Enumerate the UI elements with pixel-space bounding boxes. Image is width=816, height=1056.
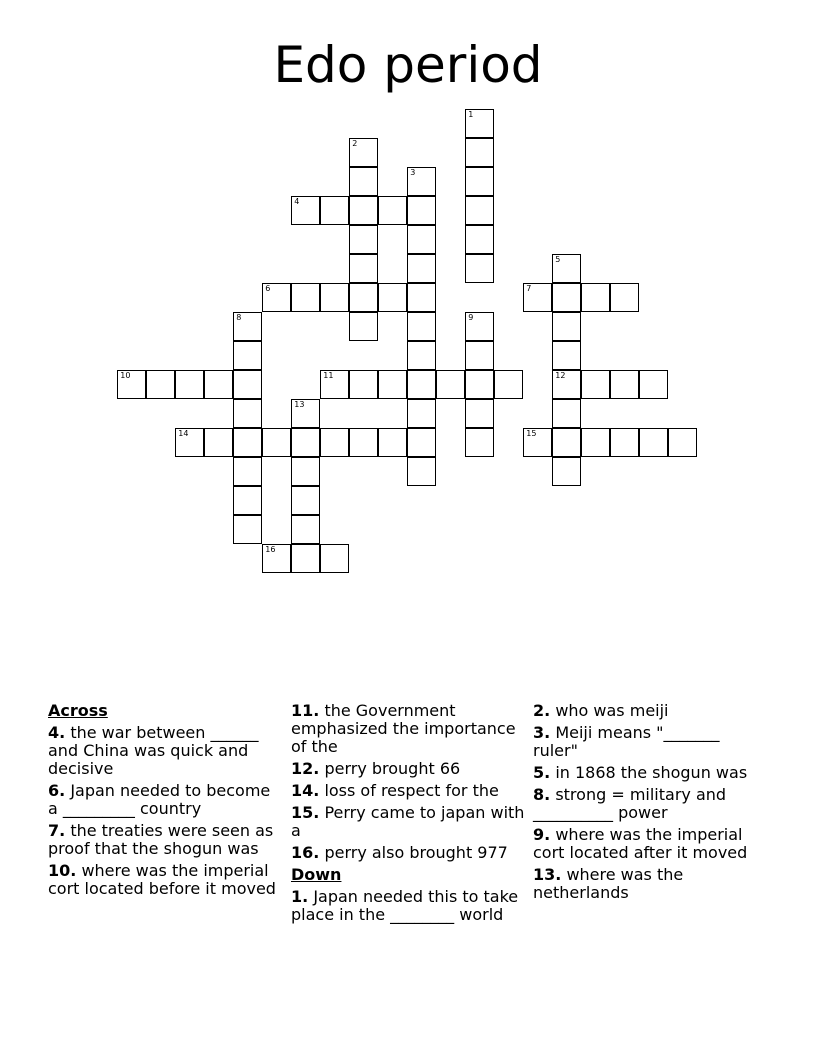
clue-across-16 [291, 844, 527, 862]
clue-number: 9. [533, 825, 551, 844]
clue-number: 12. [291, 759, 320, 778]
crossword-cell[interactable] [233, 370, 262, 399]
clue-number: 6. [48, 781, 66, 800]
crossword-cell[interactable] [407, 312, 436, 341]
clue-number: 7. [48, 821, 66, 840]
cell-number: 12 [555, 371, 566, 381]
crossword-cell[interactable] [552, 341, 581, 370]
crossword-cell[interactable] [233, 428, 262, 457]
crossword-cell[interactable] [349, 138, 378, 167]
crossword-cell[interactable] [320, 283, 349, 312]
crossword-cell[interactable] [465, 370, 494, 399]
crossword-cell[interactable] [262, 428, 291, 457]
crossword-cell[interactable] [291, 399, 320, 428]
crossword-cell[interactable] [610, 283, 639, 312]
crossword-cell[interactable] [465, 138, 494, 167]
crossword-cell[interactable] [204, 428, 233, 457]
crossword-cell[interactable] [349, 428, 378, 457]
clues-column-3 [533, 702, 769, 906]
crossword-cell[interactable] [581, 370, 610, 399]
clue-text: where was the netherlands [533, 865, 684, 902]
cell-number: 15 [526, 429, 537, 439]
crossword-cell[interactable] [320, 370, 349, 399]
clue-number: 14. [291, 781, 320, 800]
clue-across-11 [291, 702, 527, 756]
clue-number: 8. [533, 785, 551, 804]
cell-number: 14 [178, 429, 189, 439]
crossword-cell[interactable] [233, 312, 262, 341]
crossword-cell[interactable] [523, 428, 552, 457]
crossword-cell[interactable] [204, 370, 233, 399]
crossword-cell[interactable] [349, 225, 378, 254]
crossword-cell[interactable] [552, 428, 581, 457]
clue-text: perry brought 66 [324, 759, 461, 778]
crossword-cell[interactable] [291, 283, 320, 312]
crossword-cell[interactable] [349, 370, 378, 399]
clue-text: the Government emphasized the importance of the [291, 701, 516, 756]
clue-down-5 [533, 764, 769, 782]
clue-across-10 [48, 862, 284, 898]
crossword-cell[interactable] [610, 370, 639, 399]
clues-column-1 [48, 702, 284, 902]
crossword-cell[interactable] [639, 428, 668, 457]
clue-number: 5. [533, 763, 551, 782]
crossword-cell[interactable] [465, 167, 494, 196]
clue-text: Japan needed to become a _________ country [48, 781, 271, 818]
clue-across-15 [291, 804, 527, 840]
clue-number: 3. [533, 723, 551, 742]
cell-number: 5 [555, 255, 561, 265]
clue-down-8 [533, 786, 769, 822]
crossword-cell[interactable] [465, 196, 494, 225]
crossword-cell[interactable] [407, 399, 436, 428]
crossword-cell[interactable] [407, 283, 436, 312]
crossword-cell[interactable] [349, 312, 378, 341]
crossword-cell[interactable] [175, 428, 204, 457]
cell-number: 6 [265, 284, 271, 294]
across-heading: Across [48, 701, 108, 720]
cell-number: 3 [410, 168, 416, 178]
clue-number: 11. [291, 701, 320, 720]
crossword-cell[interactable] [407, 225, 436, 254]
cell-number: 1 [468, 110, 474, 120]
clue-text: who was meiji [555, 701, 669, 720]
clue-across-14 [291, 782, 527, 800]
crossword-cell[interactable] [552, 399, 581, 428]
cell-number: 10 [120, 371, 131, 381]
clue-number: 2. [533, 701, 551, 720]
crossword-cell[interactable] [552, 283, 581, 312]
crossword-cell[interactable] [465, 225, 494, 254]
clue-text: Meiji means "_______ ruler" [533, 723, 720, 760]
clue-number: 4. [48, 723, 66, 742]
clue-number: 16. [291, 843, 320, 862]
clue-text: Japan needed this to take place in the ________ world [291, 887, 519, 924]
cell-number: 16 [265, 545, 276, 555]
cell-number: 7 [526, 284, 532, 294]
clue-down-3 [533, 724, 769, 760]
crossword-cell[interactable] [291, 196, 320, 225]
crossword-cell[interactable] [465, 109, 494, 138]
clue-text: Perry came to japan with a [291, 803, 525, 840]
cell-number: 9 [468, 313, 474, 323]
cell-number: 13 [294, 400, 305, 410]
crossword-cell[interactable] [465, 399, 494, 428]
crossword-cell[interactable] [436, 370, 465, 399]
clue-text: where was the imperial cort located before it moved [48, 861, 276, 898]
crossword-cell[interactable] [639, 370, 668, 399]
page-title: Edo period [273, 36, 543, 94]
clue-down-13 [533, 866, 769, 902]
crossword-cell[interactable] [494, 370, 523, 399]
clue-down-9 [533, 826, 769, 862]
crossword-cell[interactable] [552, 254, 581, 283]
cell-number: 8 [236, 313, 242, 323]
crossword-cell[interactable] [320, 196, 349, 225]
crossword-cell[interactable] [291, 428, 320, 457]
cell-number: 11 [323, 371, 334, 381]
crossword-cell[interactable] [233, 486, 262, 515]
clue-number: 13. [533, 865, 562, 884]
clues-column-2 [291, 702, 527, 928]
crossword-cell[interactable] [146, 370, 175, 399]
clue-text: perry also brought 977 [324, 843, 508, 862]
crossword-cell[interactable] [117, 370, 146, 399]
crossword-cell[interactable] [407, 457, 436, 486]
clue-number: 10. [48, 861, 77, 880]
crossword-cell[interactable] [233, 399, 262, 428]
clue-across-12 [291, 760, 527, 778]
crossword-cell[interactable] [378, 370, 407, 399]
crossword-cell[interactable] [465, 341, 494, 370]
clue-across-7 [48, 822, 284, 858]
crossword-cell[interactable] [262, 283, 291, 312]
crossword-cell[interactable] [262, 544, 291, 573]
clue-across-6 [48, 782, 284, 818]
crossword-cell[interactable] [291, 515, 320, 544]
clue-text: the war between ______ and China was quick and decisive [48, 723, 259, 778]
crossword-cell[interactable] [320, 428, 349, 457]
crossword-cell[interactable] [581, 283, 610, 312]
crossword-cell[interactable] [407, 370, 436, 399]
clue-number: 15. [291, 803, 320, 822]
crossword-cell[interactable] [610, 428, 639, 457]
crossword-cell[interactable] [320, 544, 349, 573]
clue-text: strong = military and __________ power [533, 785, 727, 822]
crossword-cell[interactable] [291, 544, 320, 573]
crossword-cell[interactable] [552, 457, 581, 486]
crossword-cell[interactable] [465, 312, 494, 341]
clue-text: loss of respect for the [324, 781, 499, 800]
crossword-cell[interactable] [233, 457, 262, 486]
crossword-cell[interactable] [291, 457, 320, 486]
crossword-cell[interactable] [407, 341, 436, 370]
crossword-cell[interactable] [581, 428, 610, 457]
crossword-cell[interactable] [378, 196, 407, 225]
crossword-cell[interactable] [233, 515, 262, 544]
crossword-cell[interactable] [349, 167, 378, 196]
crossword-cell[interactable] [175, 370, 204, 399]
crossword-cell[interactable] [407, 167, 436, 196]
crossword-cell[interactable] [233, 341, 262, 370]
crossword-cell[interactable] [465, 254, 494, 283]
crossword-cell[interactable] [552, 312, 581, 341]
crossword-cell[interactable] [552, 370, 581, 399]
cell-number: 4 [294, 197, 300, 207]
clue-text: the treaties were seen as proof that the shogun was [48, 821, 274, 858]
crossword-cell[interactable] [378, 428, 407, 457]
clue-down-1 [291, 888, 527, 924]
clue-text: where was the imperial cort located after it moved [533, 825, 748, 862]
clue-number: 1. [291, 887, 309, 906]
down-heading: Down [291, 865, 342, 884]
crossword-cell[interactable] [407, 428, 436, 457]
crossword-cell[interactable] [349, 196, 378, 225]
crossword-cell[interactable] [407, 254, 436, 283]
crossword-cell[interactable] [668, 428, 697, 457]
clue-down-2 [533, 702, 769, 720]
clue-text: in 1868 the shogun was [555, 763, 748, 782]
crossword-cell[interactable] [349, 254, 378, 283]
crossword-cell[interactable] [349, 283, 378, 312]
crossword-cell[interactable] [291, 486, 320, 515]
crossword-cell[interactable] [407, 196, 436, 225]
crossword-cell[interactable] [465, 428, 494, 457]
crossword-cell[interactable] [378, 283, 407, 312]
clue-across-4 [48, 724, 284, 778]
crossword-cell[interactable] [523, 283, 552, 312]
cell-number: 2 [352, 139, 358, 149]
